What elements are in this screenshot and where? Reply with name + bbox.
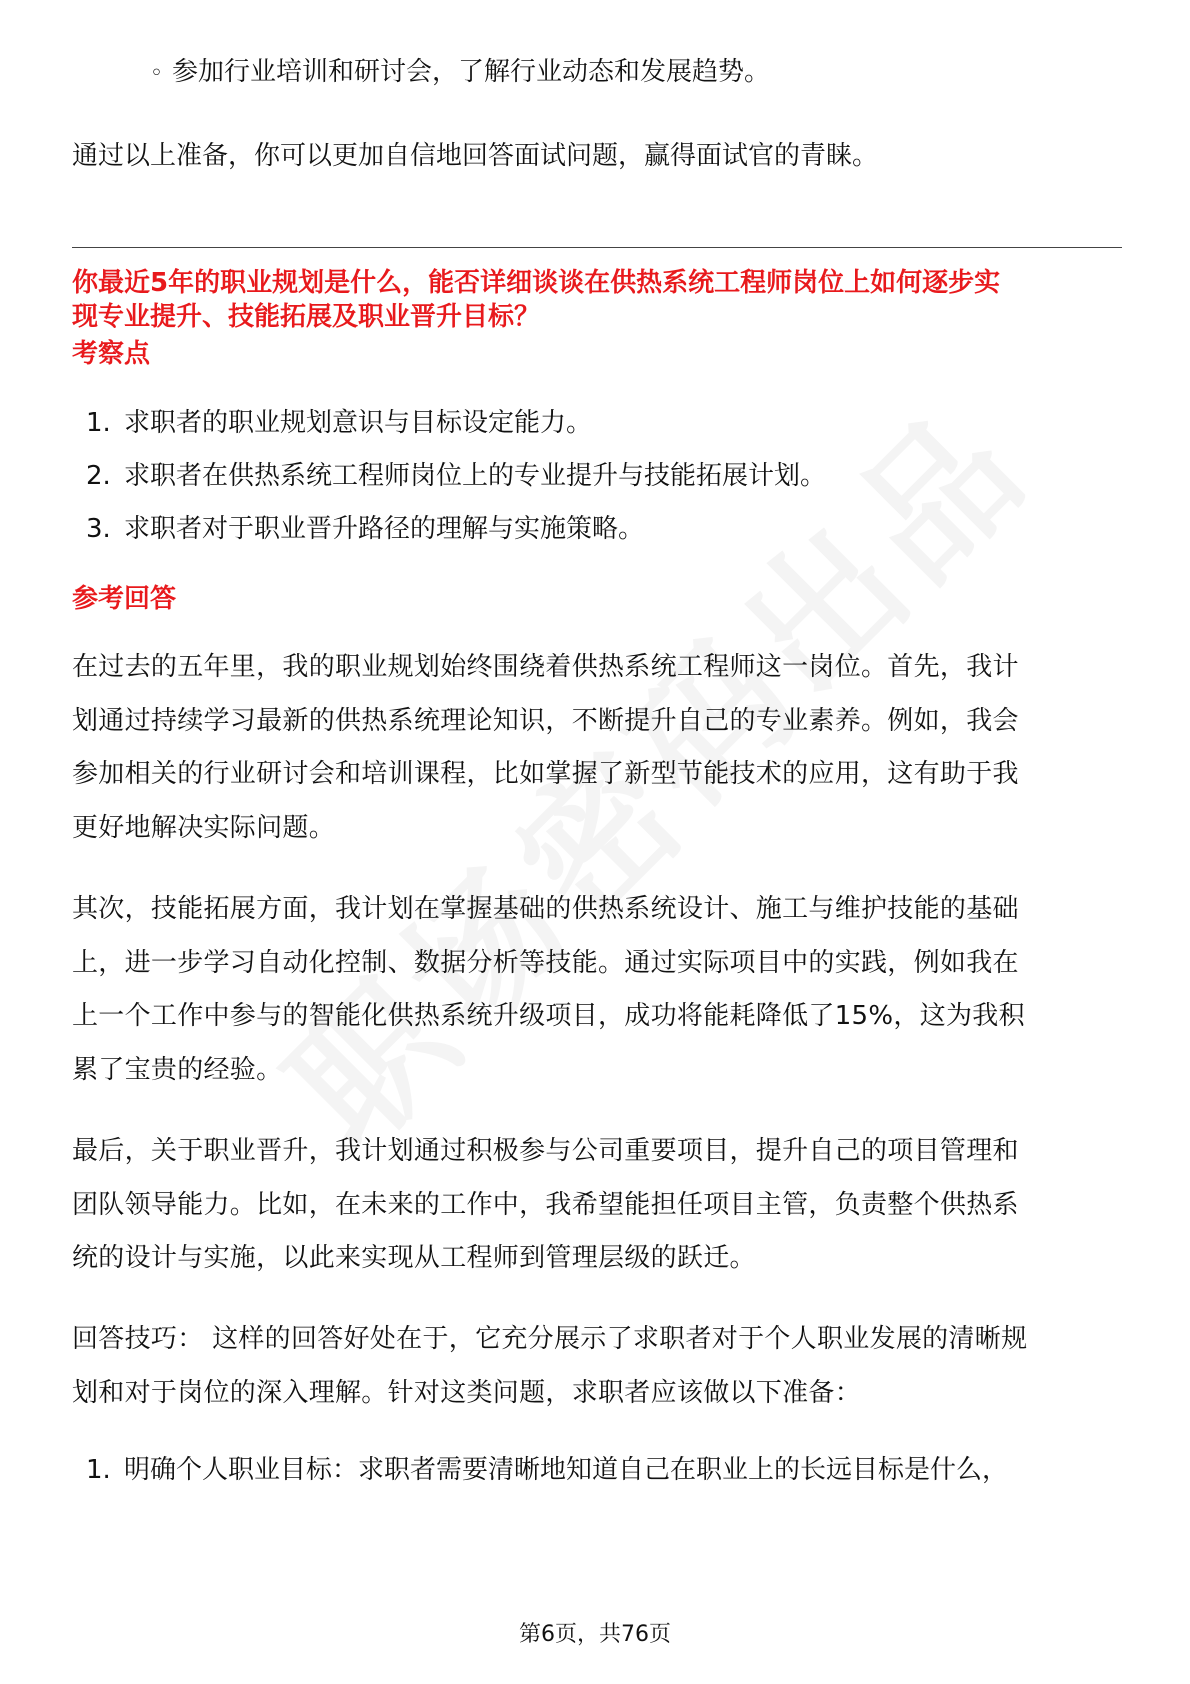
answer-heading: 参考回答 (72, 584, 177, 614)
focus-item (86, 511, 644, 547)
page-footer: 第6页，共76页 (519, 1622, 671, 1647)
question-line-1: 你最近5年的职业规划是什么，能否详细谈谈在供热系统工程师岗位上如何逐步实 (72, 268, 1001, 298)
paragraph-line: 参加相关的行业研讨会和培训课程，比如掌握了新型节能技术的应用，这有助于我 (72, 759, 1019, 789)
closing-sentence: 通过以上准备，你可以更加自信地回答面试问题，赢得面试官的青睐。 (72, 141, 879, 171)
sub-bullet-item (150, 52, 770, 94)
paragraph-line: 上一个工作中参与的智能化供热系统升级项目，成功将能耗降低了15%，这为我积 (72, 1001, 1025, 1031)
paragraph-line: 团队领导能力。比如，在未来的工作中，我希望能担任项目主管，负责整个供热系 (72, 1189, 1019, 1220)
focus-item-text: 求职者对于职业晋升路径的理解与实施策略。 (124, 514, 645, 544)
paragraph-line: 划和对于岗位的深入理解。针对这类问题，求职者应该做以下准备： (72, 1377, 862, 1408)
answer-tips (72, 1313, 1122, 1420)
focus-item-text: 求职者的职业规划意识与目标设定能力。 (124, 408, 593, 438)
paragraph-line: 回答技巧： 这样的回答好处在于，它充分展示了求职者对于个人职业发展的清晰规 (72, 1324, 1028, 1354)
question-line-2: 现专业提升、技能拓展及职业晋升目标？ (72, 302, 541, 332)
prep-item-text: 明确个人职业目标：求职者需要清晰地知道自己在职业上的长远目标是什么， (124, 1455, 1009, 1485)
paragraph-line: 其次，技能拓展方面，我计划在掌握基础的供热系统设计、施工与维护技能的基础 (72, 894, 1019, 924)
interview-question (72, 266, 1122, 334)
paragraph-line: 统的设计与实施，以此来实现从工程师到管理层级的跃迁。 (72, 1243, 756, 1273)
list-number: 1. (86, 1455, 111, 1485)
focus-heading: 考察点 (72, 339, 151, 369)
list-number: 1. (86, 408, 111, 438)
focus-item-text: 求职者在供热系统工程师岗位上的专业提升与技能拓展计划。 (124, 461, 827, 491)
paragraph-line: 在过去的五年里，我的职业规划始终围绕着供热系统工程师这一岗位。首先，我计 (72, 652, 1019, 682)
paragraph-line: 更好地解决实际问题。 (72, 812, 336, 843)
focus-item (86, 458, 826, 494)
paragraph-line: 划通过持续学习最新的供热系统理论知识，不断提升自己的专业素养。例如，我会 (72, 705, 1019, 736)
list-number: 3. (86, 514, 111, 544)
paragraph-line: 累了宝贵的经验。 (72, 1054, 283, 1085)
focus-item (86, 405, 592, 441)
answer-paragraph-3 (72, 1125, 1122, 1286)
sub-bullet-text: 参加行业培训和研讨会，了解行业动态和发展趋势。 (172, 57, 771, 87)
hollow-bullet-icon: ◦ (150, 61, 163, 86)
list-number: 2. (86, 461, 111, 491)
paragraph-line: 最后，关于职业晋升，我计划通过积极参与公司重要项目，提升自己的项目管理和 (72, 1136, 1019, 1166)
paragraph-line: 上，进一步学习自动化控制、数据分析等技能。通过实际项目中的实践，例如我在 (72, 947, 1019, 978)
prep-item (86, 1452, 1008, 1488)
answer-paragraph-2 (72, 883, 1122, 1097)
answer-paragraph-1 (72, 641, 1122, 855)
section-divider (72, 247, 1122, 248)
